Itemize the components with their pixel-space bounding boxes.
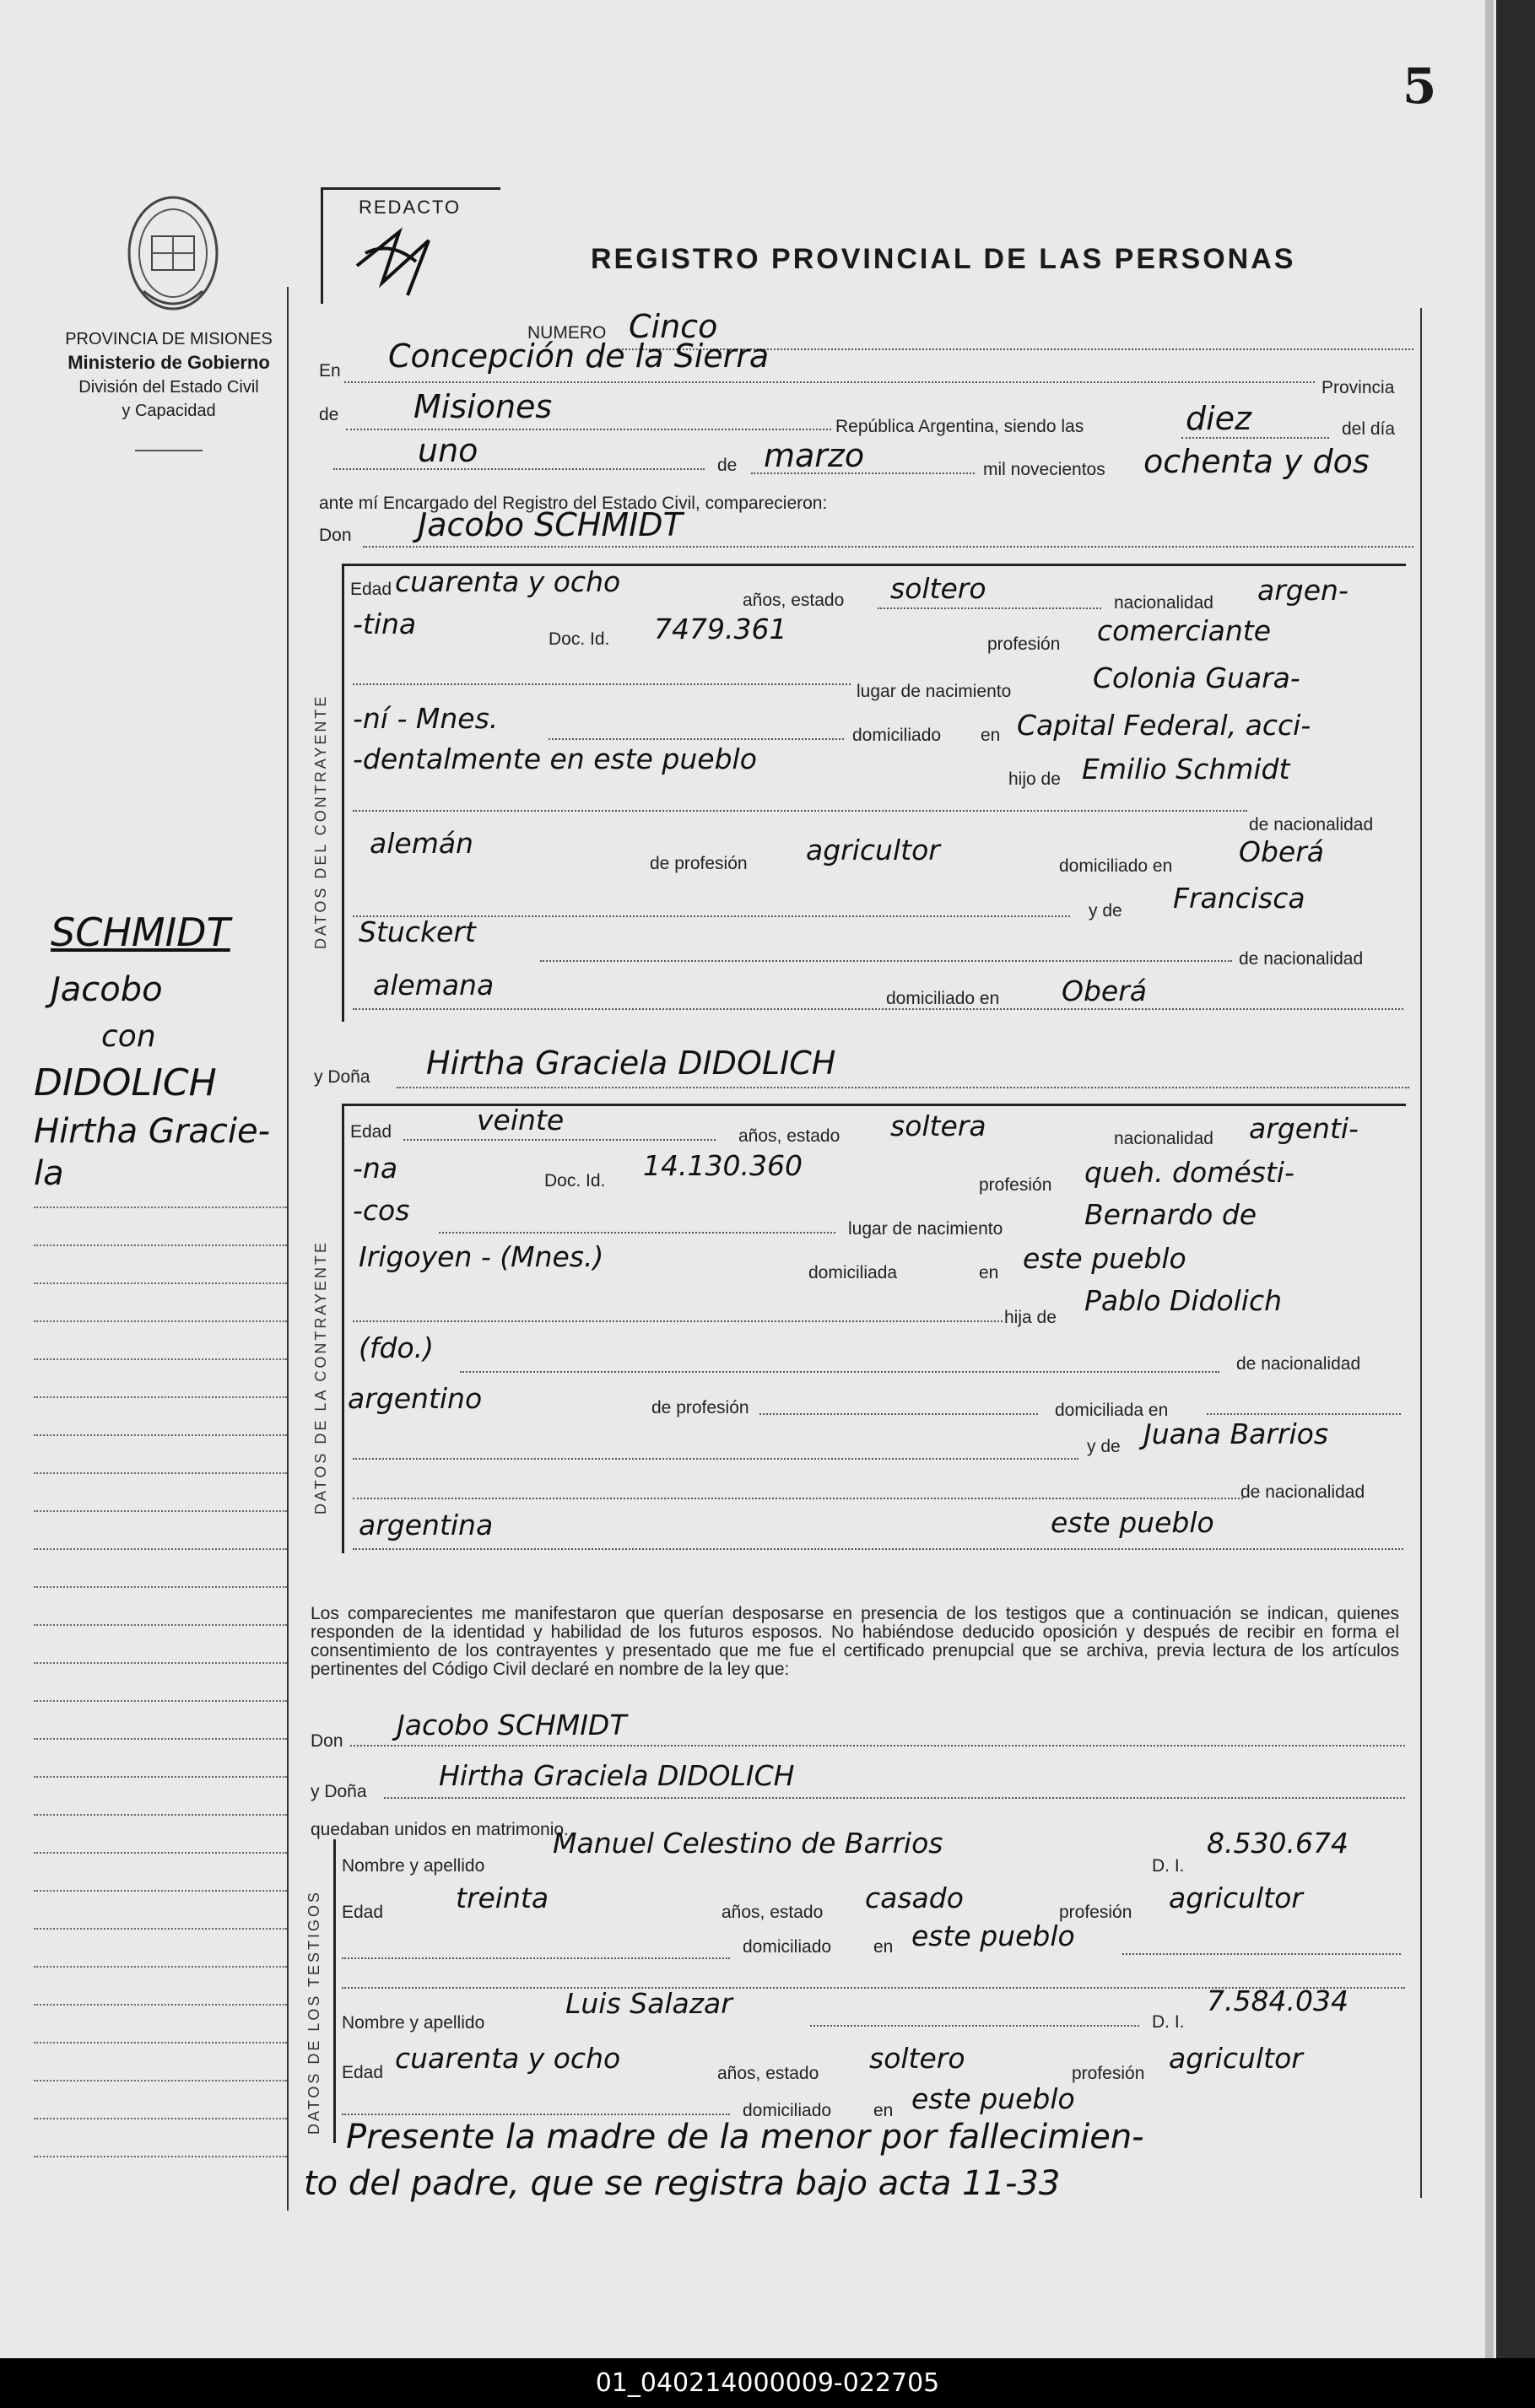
coat-of-arms-seal xyxy=(118,190,228,316)
bride-address: este pueblo xyxy=(1023,1242,1186,1275)
groom-father-nationality: alemán xyxy=(370,827,473,860)
witness-1-profession: agricultor xyxy=(1169,1882,1303,1914)
act-number: Cinco xyxy=(629,308,718,345)
groom-nationality: argen- xyxy=(1257,574,1349,607)
margin-name-3: la xyxy=(34,1154,64,1193)
witness-2-address: este pueblo xyxy=(911,2082,1075,2115)
margin-name-2: Hirtha Gracie- xyxy=(34,1112,270,1151)
bride-nationality: argenti- xyxy=(1249,1112,1359,1145)
groom-father: Emilio Schmidt xyxy=(1082,753,1290,786)
bride-age: veinte xyxy=(477,1104,565,1137)
groom-doc: 7479.361 xyxy=(654,613,787,645)
witness-2-profession: agricultor xyxy=(1169,2042,1303,2075)
bride-section-label: DATOS DE LA CONTRAYENTE xyxy=(312,1239,329,1514)
groom-address: Capital Federal, acci- xyxy=(1017,709,1311,742)
bride-status: soltera xyxy=(890,1110,986,1142)
witness-2-id: 7.584.034 xyxy=(1207,1984,1349,2017)
groom-mother-nationality: alemana xyxy=(373,969,495,1002)
bride-father: Pablo Didolich xyxy=(1084,1284,1283,1317)
ministry-name: Ministerio de Gobierno xyxy=(68,352,270,373)
divider xyxy=(135,450,203,451)
margin-surname-1: SCHMIDT xyxy=(51,910,230,955)
signature-mark xyxy=(349,215,458,300)
witness-1-address: este pueblo xyxy=(911,1919,1075,1952)
bride-name: Hirtha Graciela DIDOLICH xyxy=(426,1045,836,1082)
act-province: Misiones xyxy=(413,388,553,425)
witness-1-status: casado xyxy=(865,1882,964,1914)
bride-mother-address: este pueblo xyxy=(1051,1506,1214,1539)
bride-father-nationality: argentino xyxy=(348,1382,483,1415)
witnesses-section-label: DATOS DE LOS TESTIGOS xyxy=(305,1889,322,2135)
page-number: 5 xyxy=(1403,57,1437,115)
note-line-1: Presente la madre de la menor por fallecimien- xyxy=(346,2118,1144,2157)
stamp-label: REDACTO xyxy=(359,197,462,218)
bride-mother: Juana Barrios xyxy=(1143,1417,1329,1450)
division-name: División del Estado Civil xyxy=(78,378,259,397)
declared-bride: Hirtha Graciela DIDOLICH xyxy=(439,1759,795,1792)
witness-2-status: soltero xyxy=(869,2042,965,2075)
witness-1-name: Manuel Celestino de Barrios xyxy=(553,1827,943,1860)
witness-1-id: 8.530.674 xyxy=(1207,1827,1349,1860)
groom-age: cuarenta y ocho xyxy=(395,565,621,598)
groom-father-profession: agricultor xyxy=(806,834,940,867)
groom-status: soltero xyxy=(890,572,986,605)
bride-doc: 14.130.360 xyxy=(643,1149,803,1182)
declaration-text: Los comparecientes me manifestaron que querían desposarse en presencia de los testigos que a continuación se indican, quienes responden de la identidad y habilidad de los futuros esposos. No habiéndose deducido oposición y después de recibir en forma el consentimiento de los contrayentes y presentado que me fue el certificado prenupcial que se archiva, previa lectura de los artículos pertinentes del Código Civil declaré en nombre de la ley que: xyxy=(311,1604,1399,1679)
groom-mother: Francisca xyxy=(1173,882,1305,915)
groom-father-address: Oberá xyxy=(1239,835,1325,868)
margin-connector: con xyxy=(101,1019,156,1054)
page-title: REGISTRO PROVINCIAL DE LAS PERSONAS xyxy=(591,243,1296,275)
file-reference: 01_040214000009-022705 xyxy=(0,2358,1535,2408)
groom-mother-address: Oberá xyxy=(1062,975,1148,1007)
witness-2-age: cuarenta y ocho xyxy=(395,2042,621,2075)
act-place: Concepción de la Sierra xyxy=(388,337,770,375)
note-line-2: to del padre, que se registra bajo acta 11-33 xyxy=(304,2164,1061,2203)
redacto-stamp xyxy=(321,187,500,304)
division-name-2: y Capacidad xyxy=(122,402,216,420)
act-day: uno xyxy=(418,432,478,469)
bride-profession: queh. domésti- xyxy=(1084,1156,1294,1189)
act-year: ochenta y dos xyxy=(1143,443,1370,480)
groom-name: Jacobo SCHMIDT xyxy=(418,506,683,543)
groom-profession: comerciante xyxy=(1097,614,1272,647)
document-page: 5 PROVINCIA DE MISIONES Ministerio de Gobierno División del Estado Civil y Capacidad REDACTO REGISTRO PROVINCIAL DE LAS PERSONAS SCHMIDT Jacobo con DIDOLICH Hirtha Gracie- la NUMERO Cinco En Concepción de la Sierra Provincia de Misiones República Argentina, siendo las diez del día uno de marzo mil novecientos ochenta y dos ante mí Encargado del Registro del Estado Civil, comparecieron: Don Jacobo SCHMIDT DATOS DEL CONTRAYENTE Edad cuarenta y ocho años, estado soltero nacionalidad argen- -tina Doc. Id. 7479.361 profesión comerciante lugar de nacimiento Colonia Guara- -ní - Mnes. domiciliado en Capital Federal, acci- -dentalmente en este pueblo hijo de Emilio Schmidt de nacionalidad alemán de profesión agricultor domiciliado en Oberá y de Francisca Stuckert de nacionalidad alemana domiciliado en Oberá y Doña Hirtha Graciela DIDOLICH DATOS DE LA CONTRAYENTE Edad veinte años, estado soltera nacionalidad argenti- -na Doc. Id. 14.130.360 profesión queh. domésti- -cos lugar de nacimiento Bernardo de Irigoyen - (Mnes.) domiciliada en este pueblo hija de Pablo Didolich (fdo.) de nacionalidad argentino de profesión domiciliada en y de Juana Barrios de nacionalidad argentina este pueblo Los comparecientes me manifestaron que querían desposarse en presencia de los testigos que a continuación se indican, quienes responden de la identidad y habilidad de los futuros esposos. No habiéndose deducido oposición y después de recibir en forma el consentimiento de los contrayentes y presentado que me fue el certificado prenupcial que se archiva, previa lectura de los artículos pertinentes del Código Civil declaré en nombre de la ley que: Don Jacobo SCHMIDT y Doña Hirtha Graciela DIDOLICH quedaban unidos en matrimonio. DATOS DE LOS TESTIGOS Nombre y apellido Manuel Celestino de Barrios D. I. 8.530.674 Edad treinta años, estado casado profesión agricultor domiciliado en este pueblo Nombre y apellido Luis Salazar D. I. 7.584.034 Edad cuarenta y ocho años, estado soltero profesión agricultor domiciliado en este pueblo Presente la madre de la menor por fallecimien- to del padre, que se registra bajo acta 11-33 xyxy=(0,0,1502,2358)
province-name: PROVINCIA DE MISIONES xyxy=(65,330,273,348)
declared-groom: Jacobo SCHMIDT xyxy=(397,1709,627,1741)
groom-birthplace: Colonia Guara- xyxy=(1093,661,1300,694)
margin-surname-2: DIDOLICH xyxy=(34,1061,217,1104)
witness-2-name: Luis Salazar xyxy=(565,1987,732,2020)
act-month: marzo xyxy=(764,437,865,474)
act-hour: diez xyxy=(1186,400,1252,437)
bride-birthplace: Bernardo de xyxy=(1084,1198,1257,1231)
witness-1-age: treinta xyxy=(456,1882,549,1914)
margin-name-1: Jacobo xyxy=(51,970,163,1009)
bride-mother-nationality: argentina xyxy=(359,1509,494,1541)
groom-section-label: DATOS DEL CONTRAYENTE xyxy=(312,694,329,949)
bride-father-note: (fdo.) xyxy=(359,1331,434,1364)
